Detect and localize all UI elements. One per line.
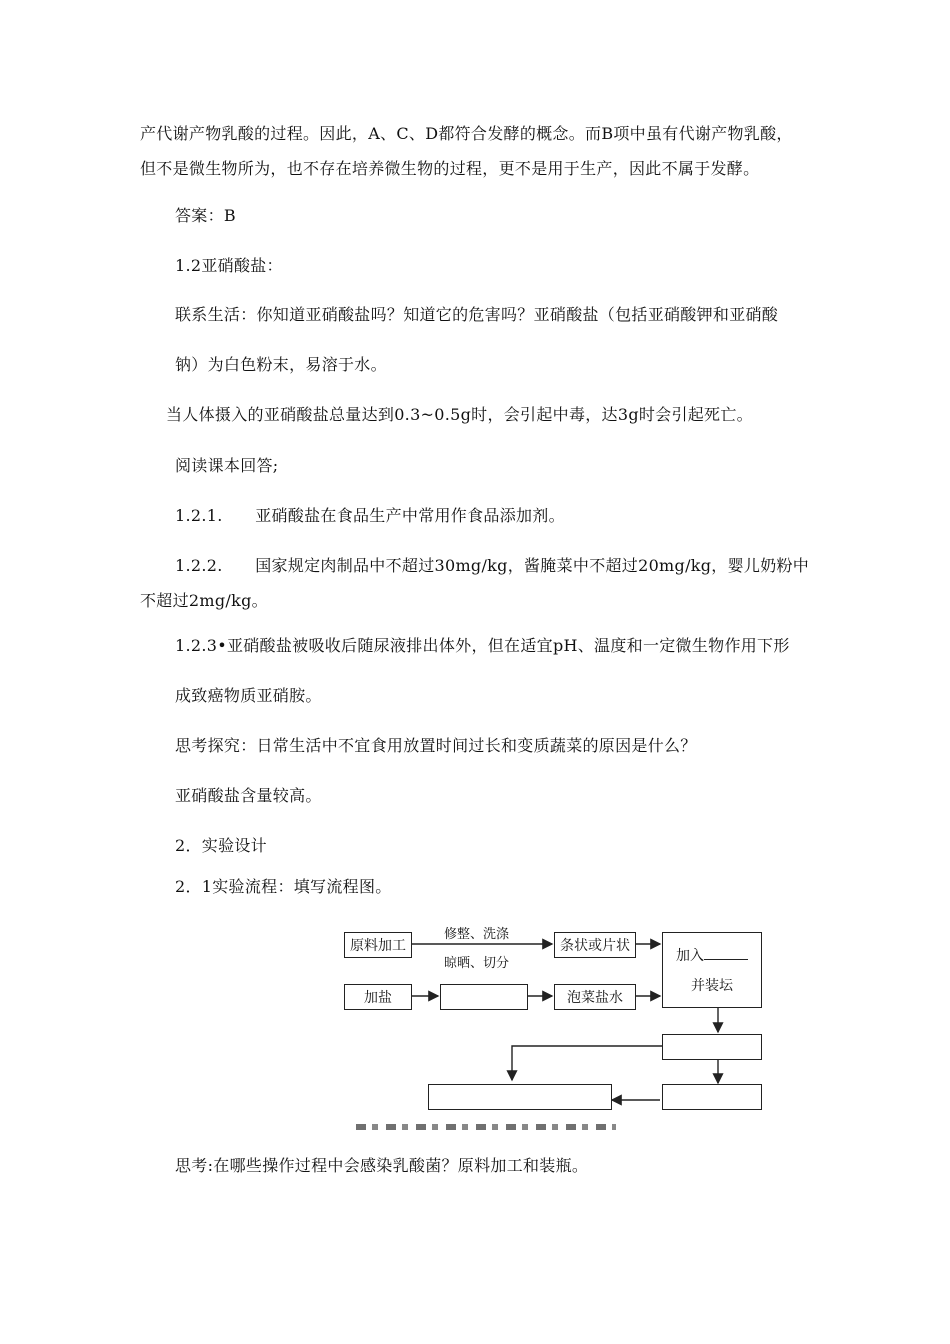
trim-wash-label: 修整、洗涤 <box>444 927 510 942</box>
text-line: 联系生活：你知道亚硝酸盐吗？知道它的危害吗？亚硝酸盐（包括亚硝酸钾和亚硝酸 <box>175 305 779 324</box>
add-salt-box <box>344 984 412 1010</box>
dry-cut-label: 晾晒、切分 <box>444 956 510 971</box>
blank-result-box <box>428 1084 612 1110</box>
text-line: 当人体摄入的亚硝酸盐总量达到0.3~0.5g时，会引起中毒，达3g时会引起死亡。 <box>166 405 753 424</box>
blank-fermentation-box <box>662 1034 762 1060</box>
text-line: 2．1实验流程：填写流程图。 <box>175 877 392 896</box>
text-line: 阅读课本回答; <box>175 456 279 475</box>
add-jar-label-1: 加入 <box>676 945 748 965</box>
list-item: 1.2.2. 国家规定肉制品中不超过30mg/kg，酱腌菜中不超过20mg/kg，婴儿奶粉中 <box>175 556 810 575</box>
text-line: 产代谢产物乳酸的过程。因此，A、C、D都符合发酵的概念。而B项中虽有代谢产物乳酸， <box>140 124 793 143</box>
text-line: 不超过2mg/kg。 <box>140 591 268 610</box>
answer-line: 答案：B <box>175 206 236 225</box>
strips-label: 条状或片状 <box>560 938 630 954</box>
text-line: 思考:在哪些操作过程中会感染乳酸菌？原料加工和装瓶。 <box>175 1156 589 1175</box>
add-jar-box <box>662 932 762 1008</box>
list-item: 1.2.3•亚硝酸盐被吸收后随尿液排出体外，但在适宜pH、温度和一定微生物作用下形 <box>175 636 790 655</box>
text-line: 思考探究：日常生活中不宜食用放置时间过长和变质蔬菜的原因是什么？ <box>175 736 697 755</box>
text-line: 但不是微生物所为，也不存在培养微生物的过程，更不是用于生产，因此不属于发酵。 <box>140 159 760 178</box>
fill-in-blank <box>704 945 748 960</box>
section-heading: 2．实验设计 <box>175 836 267 855</box>
blank-check-box <box>662 1084 762 1110</box>
brine-label: 泡菜盐水 <box>567 990 623 1006</box>
blank-step-box <box>440 984 528 1010</box>
text-line: 钠）为白色粉末，易溶于水。 <box>175 355 387 374</box>
text-line: 亚硝酸盐含量较高。 <box>175 786 322 805</box>
flowchart <box>340 920 780 1130</box>
brine-box <box>554 984 636 1010</box>
raw-processing-label: 原料加工 <box>350 938 406 954</box>
strips-box <box>554 932 636 958</box>
list-item: 1.2.1. 亚硝酸盐在食品生产中常用作食品添加剂。 <box>175 506 565 525</box>
text-line: 成致癌物质亚硝胺。 <box>175 686 322 705</box>
add-jar-label-2: 并装坛 <box>691 978 733 994</box>
scan-artifact <box>356 1124 616 1130</box>
raw-processing-box <box>344 932 412 958</box>
add-salt-label: 加盐 <box>364 990 392 1006</box>
section-heading: 1.2亚硝酸盐： <box>175 256 283 275</box>
